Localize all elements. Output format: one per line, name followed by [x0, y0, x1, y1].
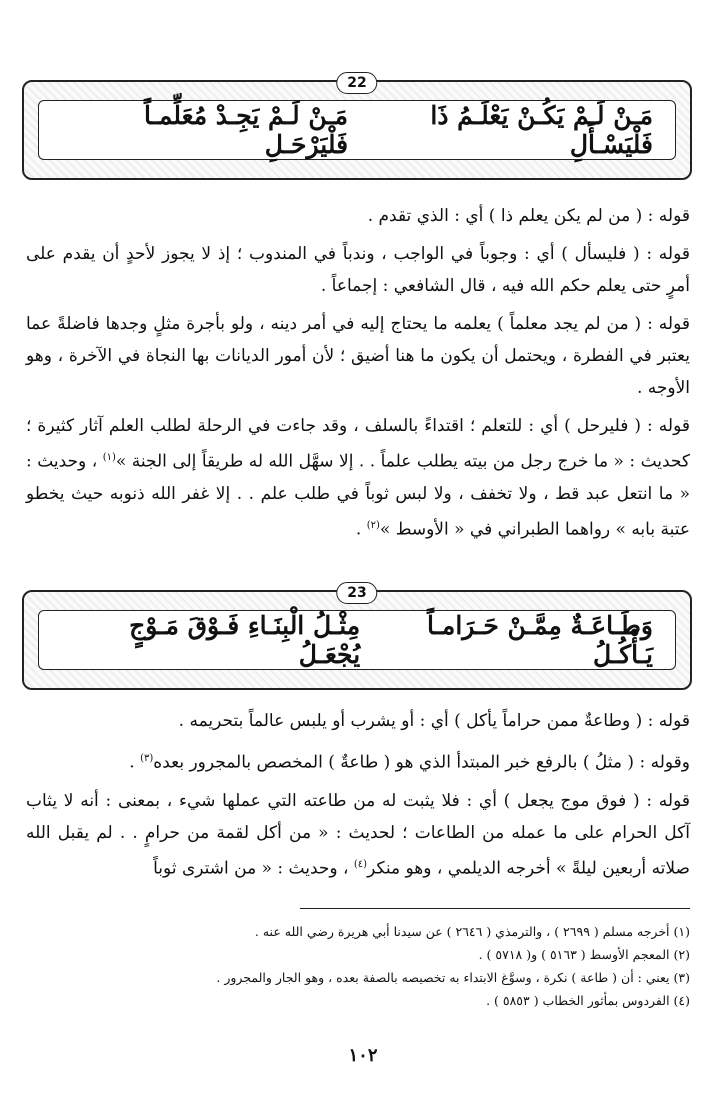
verse-22-first-hemistich: مَـنْ لَـمْ يَكُـنْ يَعْلَـمُ ذَا فَلْيَسْـأَلِ	[430, 101, 653, 159]
footnote-ref: (١)	[102, 452, 116, 463]
verse-number-22: 22	[336, 72, 377, 94]
verse-number-23: 23	[336, 582, 377, 604]
verse-23-first-hemistich: وَطَـاعَـةٌ مِمَّـنْ حَـرَامـاً يَـأْكُـلُ	[426, 611, 653, 669]
paragraph-text: ، وحديث : « ما انتعل عبد قط ، ولا تخفف ، ولا لبس ثوباً في طلب علم . . إلا غفر الله ذنوبه حيث يخطو عتبة بابه » رواهما الطبراني في « الأوسط »	[26, 451, 690, 540]
footnote-ref: (٣)	[140, 753, 154, 764]
paragraph: قوله : ( من لم يجد معلماً ) يعلمه ما يحتاج إليه في أمر دينه ، ولو بأجرة مثلٍ وجدها فاضلةً عما يعتبر في الفطرة ، ويحتمل أن يكون ما هنا أضيق ؛ لأن أمور الديانات بها النجاة في الآخرة ، وهو الأوجه .	[26, 314, 690, 398]
paragraph-text: قوله : ( فوق موج يجعل ) أي : فلا يثبت له من طاعته التي عملها شيء ، بمعنى : أنه لا يثاب آكل الحرام على ما عمله من الطاعات ؛ لحديث : « من أكل لقمة من حرامٍ . . لم يقبل الله صلاته أربعين ليلةً » أخرجه الديلمي ، وهو منكر	[26, 790, 690, 879]
paragraph: قوله : ( من لم يكن يعلم ذا ) أي : الذي تقدم .	[367, 206, 690, 226]
page-number: ١٠٢	[348, 1045, 378, 1066]
paragraph: وقوله : ( مثلُ ) بالرفع خبر المبتدأ الذي هو ( طاعةٌ ) المخصص بالمجرور بعده$^{(٣)}$ .	[129, 752, 690, 773]
verse-frame-22	[22, 75, 692, 180]
paragraph: قوله : ( فليرحل ) أي : للتعلم ؛ اقتداءً بالسلف ، وقد جاءت في الرحلة لطلب العلم آثار كثيرة ؛ كحديث : « ما خرج رجل من بيته يطلب علماً . . إلا سهَّل الله له طريقاً إلى الجنة »$^{(١)}$ ، وحديث : « ما انتعل عبد قط ، ولا تخفف ، ولا لبس ثوباً في طلب علم . . إلا غفر الله ذنوبه حيث يخطو عتبة بابه » رواهما الطبراني في « الأوسط »$^{(٢)}$ .	[26, 416, 691, 540]
verse-22-second-hemistich: مَـنْ لَـمْ يَجِـدْ مُعَلِّمـاً فَلْيَرْحَـلِ	[143, 101, 349, 159]
footnote-separator	[300, 908, 690, 909]
footnote-ref: (٤)	[353, 858, 368, 870]
commentary-block-23	[26, 705, 690, 884]
verse-inner-22	[38, 100, 676, 160]
paragraph-text: قوله : ( فليرحل ) أي : للتعلم ؛ اقتداءً بالسلف ، وقد جاءت في الرحلة لطلب العلم آثار كثيرة ؛ كحديث : « ما خرج رجل من بيته يطلب علماً . . إلا سهَّل الله له طريقاً إلى الجنة »	[26, 416, 691, 472]
footnote-3: (٣) يعني : أن ( طاعة ) نكرة ، وسوَّغ الابتداء به تخصيصه بالصفة بعده ، وهو الجار والمجرور .	[216, 970, 690, 985]
paragraph: قوله : ( وطاعةٌ ممن حراماً يأكل ) أي : أو يشرب أو يلبس عالماً بتحريمه .	[178, 711, 690, 731]
footnote-1: (١) أخرجه مسلم ( ٢٦٩٩ ) ، والترمذي ( ٢٦٤٦ ) عن سيدنا أبي هريرة رضي الله عنه .	[254, 924, 690, 939]
verse-frame-23	[22, 585, 692, 690]
footnotes	[26, 920, 690, 1012]
paragraph	[26, 785, 690, 885]
paragraph: قوله : ( فليسأل ) أي : وجوباً في الواجب ، وندباً في المندوب ؛ إذ لا يجوز لأحدٍ أن يقدم على أمرٍ حتى يعلم حكم الله فيه ، قال الشافعي : إجماعاً .	[26, 244, 690, 296]
verse-inner-23	[38, 610, 676, 670]
footnote-ref: (٢)	[366, 519, 380, 531]
footnote-2: (٢) المعجم الأوسط ( ٥١٦٣ ) و( ٥٧١٨ ) .	[478, 947, 690, 962]
commentary-block-22	[26, 200, 690, 545]
footnote-4: (٤) الفردوس بمأثور الخطاب ( ٥٨٥٣ ) .	[486, 993, 690, 1008]
verse-23-second-hemistich: مِثْـلُ الْبِنَـاءِ فَـوْقَ مَـوْجٍ يُجْعَـلُ	[129, 611, 361, 669]
paragraph-text: ، وحديث : « من اشترى ثوباً	[153, 858, 349, 879]
paragraph-text: وقوله : ( مثلُ ) بالرفع خبر المبتدأ الذي هو ( طاعةٌ ) المخصص بالمجرور بعده	[153, 752, 690, 773]
